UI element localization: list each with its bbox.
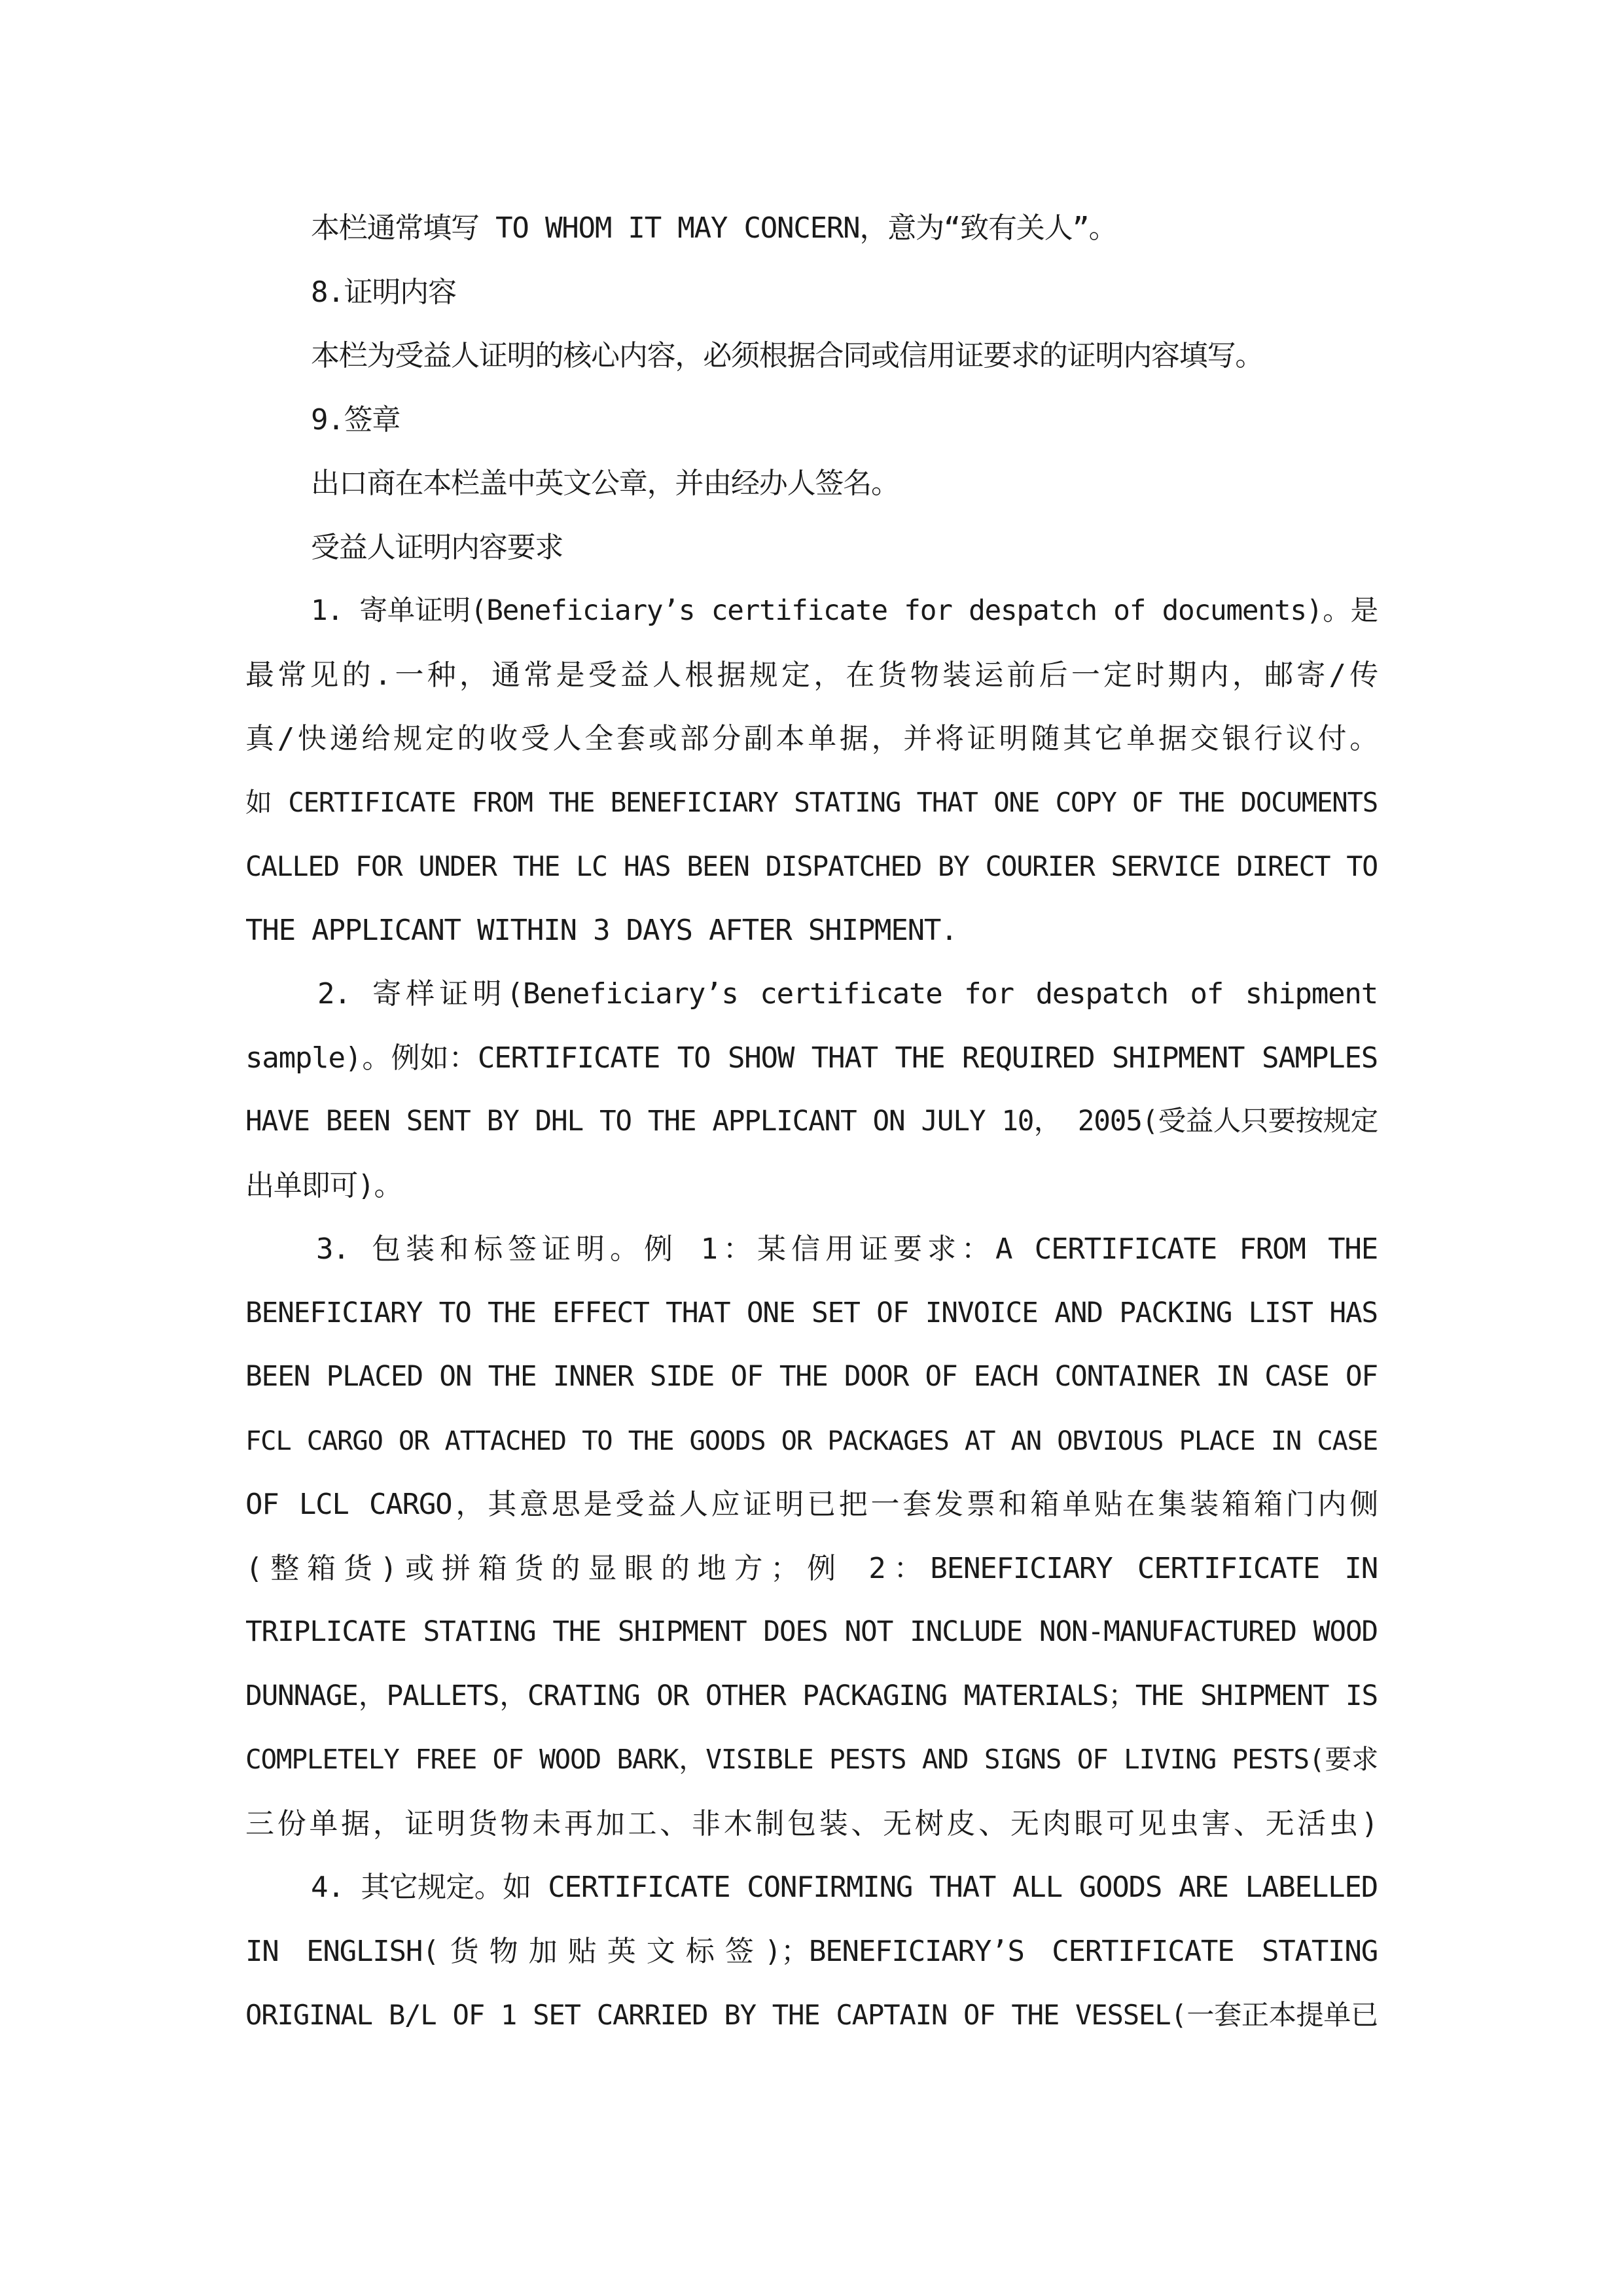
text-line: HAVE BEEN SENT BY DHL TO THE APPLICANT ON JULY 10， 2005(受益人只要按规定 [245, 1105, 1378, 1138]
text-line: 三份单据，证明货物未再加工、非木制包装、无树皮、无肉眼可见虫害、无活虫) [245, 1806, 1378, 1840]
text-line: sample)。例如：CERTIFICATE TO SHOW THAT THE REQUIRED SHIPMENT SAMPLES [245, 1041, 1378, 1075]
text-line: 4. 其它规定。如 CERTIFICATE CONFIRMING THAT ALL GOODS ARE LABELLED [311, 1871, 1378, 1904]
text-line: CALLED FOR UNDER THE LC HAS BEEN DISPATCHED BY COURIER SERVICE DIRECT TO [245, 850, 1378, 882]
text-line: FCL CARGO OR ATTACHED TO THE GOODS OR PACKAGES AT AN OBVIOUS PLACE IN CASE [245, 1424, 1378, 1456]
text-line: (整箱货)或拼箱货的显眼的地方；例 2：BENEFICIARY CERTIFICATE IN [245, 1551, 1378, 1585]
text-line: 3. 包装和标签证明。例 1：某信用证要求：A CERTIFICATE FROM THE [316, 1232, 1378, 1266]
text-line: 1. 寄单证明(Beneficiary’s certificate for despatch of documents)。是 [311, 594, 1378, 627]
document-body [245, 196, 1378, 2047]
section-heading: 9.签章 [311, 403, 401, 437]
text-line: 真/快递给规定的收受人全套或部分副本单据，并将证明随其它单据交银行议付。 [245, 722, 1378, 755]
text-line: OF LCL CARGO，其意思是受益人应证明已把一套发票和箱单贴在集装箱箱门内侧 [245, 1488, 1378, 1521]
text-line: TRIPLICATE STATING THE SHIPMENT DOES NOT INCLUDE NON-MANUFACTURED WOOD [245, 1615, 1378, 1648]
text-line: 如 CERTIFICATE FROM THE BENEFICIARY STATING THAT ONE COPY OF THE DOCUMENTS [245, 786, 1378, 818]
text-line: BENEFICIARY TO THE EFFECT THAT ONE SET OF INVOICE AND PACKING LIST HAS [245, 1296, 1378, 1329]
text-line: DUNNAGE，PALLETS，CRATING OR OTHER PACKAGING MATERIALS；THE SHIPMENT IS [245, 1679, 1378, 1712]
text-line: BEEN PLACED ON THE INNER SIDE OF THE DOOR OF EACH CONTAINER IN CASE OF [245, 1360, 1378, 1393]
section-heading: 8.证明内容 [311, 275, 456, 309]
text-line: 2. 寄样证明(Beneficiary’s certificate for despatch of shipment [317, 977, 1378, 1011]
section-heading: 受益人证明内容要求 [311, 530, 563, 564]
text-line: THE APPLICANT WITHIN 3 DAYS AFTER SHIPMENT. [245, 913, 957, 947]
text-line: 出单即可)。 [245, 1168, 402, 1202]
text-line: 出口商在本栏盖中英文公章，并由经办人签名。 [311, 467, 899, 500]
text-line: IN ENGLISH(货物加贴英文标签)；BENEFICIARY’S CERTIFICATE STATING [245, 1934, 1378, 1968]
text-line: COMPLETELY FREE OF WOOD BARK，VISIBLE PESTS AND SIGNS OF LIVING PESTS(要求 [245, 1744, 1378, 1775]
text-line: 本栏为受益人证明的核心内容，必须根据合同或信用证要求的证明内容填写。 [311, 339, 1264, 372]
text-line: 最常见的.一种，通常是受益人根据规定，在货物装运前后一定时期内，邮寄/传 [245, 658, 1378, 692]
text-line: ORIGINAL B/L OF 1 SET CARRIED BY THE CAPTAIN OF THE VESSEL(一套正本提单已 [245, 1999, 1378, 2031]
text-line: 本栏通常填写 TO WHOM IT MAY CONCERN，意为“致有关人”。 [311, 211, 1117, 245]
